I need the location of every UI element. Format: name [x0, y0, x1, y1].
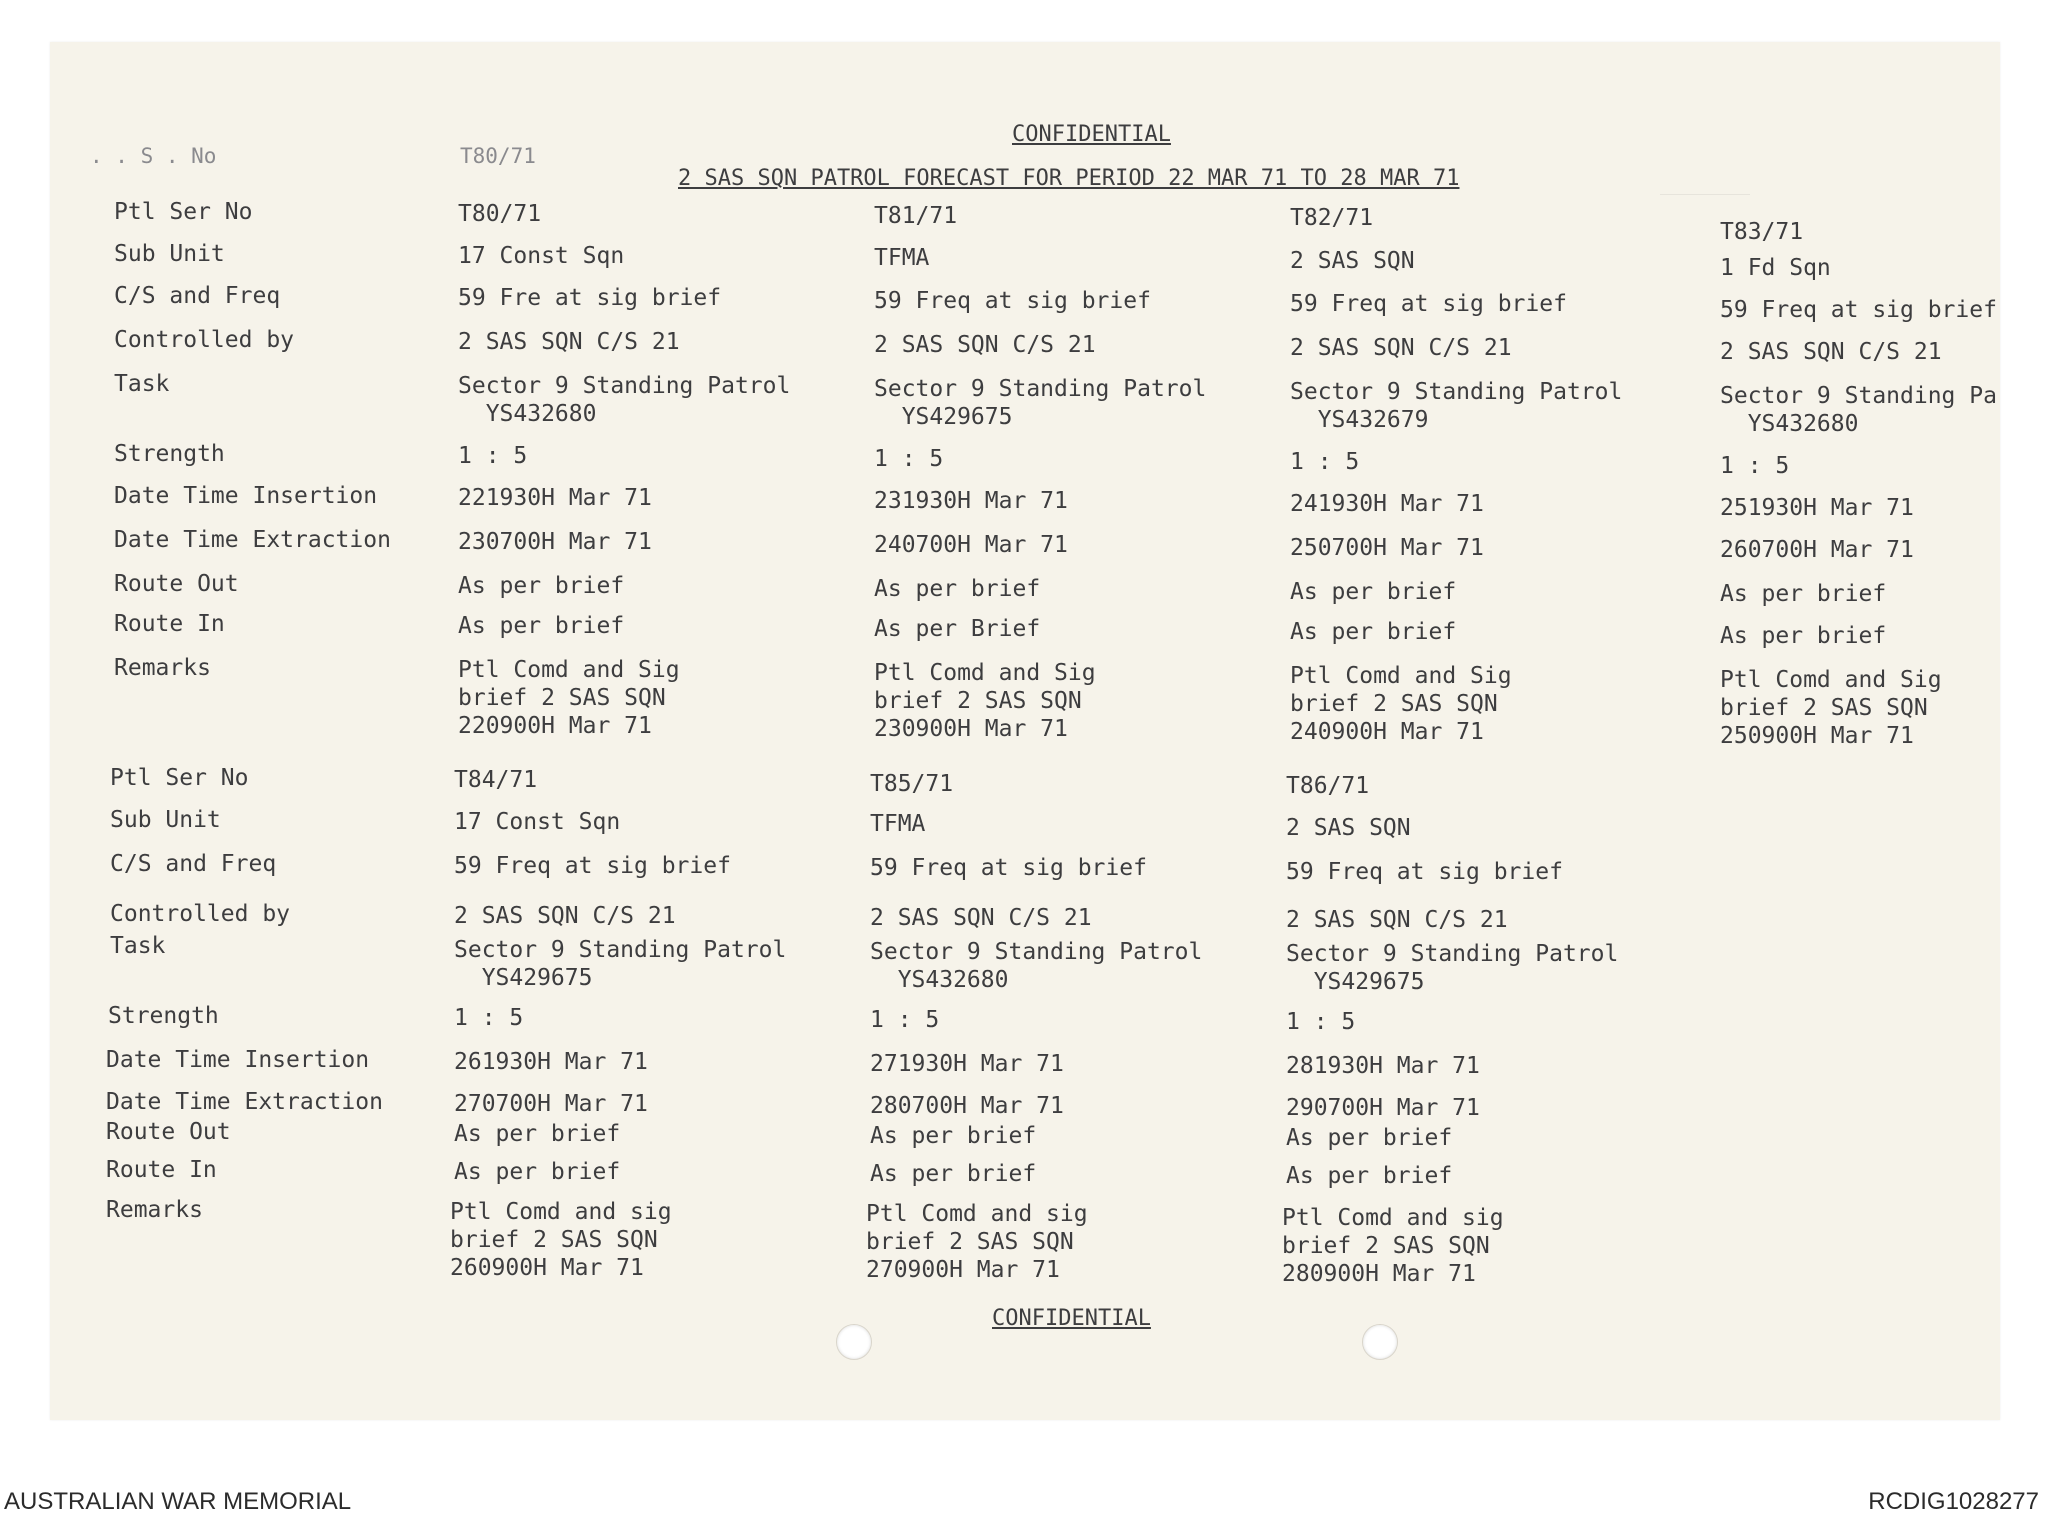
extraction: 260700H Mar 71: [1720, 537, 1914, 563]
task-line-2: YS429675: [874, 404, 1013, 430]
classification-bottom: CONFIDENTIAL: [992, 1306, 1151, 1331]
route-out: As per brief: [458, 573, 625, 599]
label-ptl-ser-no: Ptl Ser No: [110, 765, 249, 791]
insertion: 271930H Mar 71: [870, 1051, 1064, 1077]
remarks-line-2: brief 2 SAS SQN: [450, 1227, 658, 1253]
controlled-by: 2 SAS SQN C/S 21: [1290, 335, 1512, 361]
route-out: As per brief: [1290, 579, 1457, 605]
strength: 1 : 5: [1720, 453, 1790, 479]
strength: 1 : 5: [870, 1007, 940, 1033]
insertion: 231930H Mar 71: [874, 488, 1068, 514]
remarks-line-3: 240900H Mar 71: [1290, 719, 1484, 745]
cs-freq: 59 Freq at sig brief: [1286, 859, 1563, 885]
label-remarks: Remarks: [114, 655, 211, 681]
archive-credit: AUSTRALIAN WAR MEMORIAL: [4, 1488, 352, 1515]
sub-unit: TFMA: [870, 811, 926, 837]
remarks-line-1: Ptl Comd and sig: [1282, 1205, 1504, 1231]
route-out: As per brief: [1286, 1125, 1453, 1151]
remarks-line-3: 230900H Mar 71: [874, 716, 1068, 742]
label-remarks: Remarks: [106, 1197, 203, 1223]
remarks-line-2: brief 2 SAS SQN: [458, 685, 666, 711]
controlled-by: 2 SAS SQN C/S 21: [458, 329, 680, 355]
task-line-2: YS429675: [1286, 969, 1425, 995]
label-ptl-ser-no: Ptl Ser No: [114, 199, 253, 225]
label-cs-freq: C/S and Freq: [114, 283, 281, 309]
controlled-by: 2 SAS SQN C/S 21: [870, 905, 1092, 931]
remarks-line-3: 270900H Mar 71: [866, 1257, 1060, 1283]
strength: 1 : 5: [874, 446, 944, 472]
cs-freq: 59 Freq at sig brief: [454, 853, 731, 879]
task-line-2: YS432679: [1290, 407, 1429, 433]
remarks-line-2: brief 2 SAS SQN: [1290, 691, 1498, 717]
route-in: As per brief: [870, 1161, 1037, 1187]
extraction: 290700H Mar 71: [1286, 1095, 1480, 1121]
cs-freq: 59 Freq at sig brief: [874, 288, 1151, 314]
cs-freq: 59 Freq at sig brief: [870, 855, 1147, 881]
controlled-by: 2 SAS SQN C/S 21: [1720, 339, 1942, 365]
strength: 1 : 5: [458, 443, 528, 469]
task-line-1: Sector 9 Standing Patrol: [1290, 379, 1623, 405]
label-route-in: Route In: [114, 611, 225, 637]
task-line-1: Sector 9 Standing Patrol: [874, 376, 1207, 402]
route-in: As per brief: [1290, 619, 1457, 645]
strength: 1 : 5: [1286, 1009, 1356, 1035]
route-out: As per brief: [874, 576, 1041, 602]
ptl-ser-no: T83/71: [1720, 219, 1804, 245]
sub-unit: 1 Fd Sqn: [1720, 255, 1831, 281]
label-cs-freq: C/S and Freq: [110, 851, 277, 877]
controlled-by: 2 SAS SQN C/S 21: [1286, 907, 1508, 933]
label-controlled-by: Controlled by: [110, 901, 291, 927]
remarks-line-2: brief 2 SAS SQN: [1720, 695, 1928, 721]
label-task: Task: [110, 933, 166, 959]
label-strength: Strength: [114, 441, 225, 467]
sub-unit: 2 SAS SQN: [1286, 815, 1411, 841]
remarks-line-1: Ptl Comd and sig: [866, 1201, 1088, 1227]
task-line-1: Sector 9 Standing Patrol: [870, 939, 1203, 965]
route-in: As per brief: [454, 1159, 621, 1185]
punch-hole: [836, 1324, 872, 1360]
cs-freq: 59 Freq at sig brief: [1290, 291, 1567, 317]
sub-unit: TFMA: [874, 245, 930, 271]
document-title: 2 SAS SQN PATROL FORECAST FOR PERIOD 22 MAR 71 TO 28 MAR 71: [678, 166, 1460, 191]
ptl-ser-no: T85/71: [870, 771, 954, 797]
label-extraction: Date Time Extraction: [106, 1089, 383, 1115]
ptl-ser-no: T82/71: [1290, 205, 1374, 231]
extraction: 230700H Mar 71: [458, 529, 652, 555]
sub-unit: 17 Const Sqn: [454, 809, 621, 835]
remarks-line-3: 260900H Mar 71: [450, 1255, 644, 1281]
remarks-line-2: brief 2 SAS SQN: [866, 1229, 1074, 1255]
document-sheet: [50, 42, 2000, 1420]
remarks-line-3: 220900H Mar 71: [458, 713, 652, 739]
label-extraction: Date Time Extraction: [114, 527, 391, 553]
route-in: As per Brief: [874, 616, 1041, 642]
route-in: As per brief: [458, 613, 625, 639]
insertion: 221930H Mar 71: [458, 485, 652, 511]
remarks-line-1: Ptl Comd and Sig: [458, 657, 680, 683]
remarks-line-3: 250900H Mar 71: [1720, 723, 1914, 749]
label-insertion: Date Time Insertion: [106, 1047, 370, 1073]
remarks-line-2: brief 2 SAS SQN: [1282, 1233, 1490, 1259]
ptl-ser-no: T86/71: [1286, 773, 1370, 799]
remarks-line-1: Ptl Comd and sig: [450, 1199, 672, 1225]
tear-mark: [1660, 194, 1750, 195]
ptl-ser-no: T84/71: [454, 767, 538, 793]
controlled-by: 2 SAS SQN C/S 21: [454, 903, 676, 929]
punch-hole: [1362, 1324, 1398, 1360]
label-insertion: Date Time Insertion: [114, 483, 378, 509]
extraction: 270700H Mar 71: [454, 1091, 648, 1117]
classification-top: CONFIDENTIAL: [1012, 122, 1171, 147]
cs-freq: 59 Freq at sig brief: [1720, 297, 1997, 323]
task-line-2: YS432680: [458, 401, 597, 427]
route-out: As per brief: [454, 1121, 621, 1147]
strength: 1 : 5: [1290, 449, 1360, 475]
sub-unit: 2 SAS SQN: [1290, 248, 1415, 274]
insertion: 241930H Mar 71: [1290, 491, 1484, 517]
label-task: Task: [114, 371, 170, 397]
label-route-out: Route Out: [114, 571, 239, 597]
route-in: As per brief: [1286, 1163, 1453, 1189]
controlled-by: 2 SAS SQN C/S 21: [874, 332, 1096, 358]
extraction: 250700H Mar 71: [1290, 535, 1484, 561]
task-line-1: Sector 9 Standing Patrol: [454, 937, 787, 963]
label-route-in: Route In: [106, 1157, 217, 1183]
ptl-ser-no: T80/71: [458, 201, 542, 227]
sub-unit: 17 Const Sqn: [458, 243, 625, 269]
struck-value: T80/71: [460, 144, 536, 168]
cs-freq: 59 Fre at sig brief: [458, 285, 722, 311]
extraction: 240700H Mar 71: [874, 532, 1068, 558]
route-in: As per brief: [1720, 623, 1887, 649]
strength: 1 : 5: [454, 1005, 524, 1031]
struck-label: . . S . No: [90, 144, 217, 168]
route-out: As per brief: [1720, 581, 1887, 607]
ptl-ser-no: T81/71: [874, 203, 958, 229]
remarks-line-2: brief 2 SAS SQN: [874, 688, 1082, 714]
insertion: 261930H Mar 71: [454, 1049, 648, 1075]
task-line-2: YS429675: [454, 965, 593, 991]
remarks-line-1: Ptl Comd and Sig: [1720, 667, 1942, 693]
task-line-1: Sector 9 Standing Patrol: [1286, 941, 1619, 967]
task-line-2: YS432680: [1720, 411, 1859, 437]
remarks-line-1: Ptl Comd and Sig: [1290, 663, 1512, 689]
insertion: 251930H Mar 71: [1720, 495, 1914, 521]
label-sub-unit: Sub Unit: [114, 241, 225, 267]
extraction: 280700H Mar 71: [870, 1093, 1064, 1119]
task-line-2: YS432680: [870, 967, 1009, 993]
task-line-1: Sector 9 Standing Patrol: [458, 373, 791, 399]
label-strength: Strength: [108, 1003, 219, 1029]
label-route-out: Route Out: [106, 1119, 231, 1145]
task-line-1: Sector 9 Standing Pa: [1720, 383, 1997, 409]
route-out: As per brief: [870, 1123, 1037, 1149]
archive-id: RCDIG1028277: [1868, 1488, 2039, 1515]
remarks-line-3: 280900H Mar 71: [1282, 1261, 1476, 1287]
remarks-line-1: Ptl Comd and Sig: [874, 660, 1096, 686]
label-sub-unit: Sub Unit: [110, 807, 221, 833]
label-controlled-by: Controlled by: [114, 327, 295, 353]
insertion: 281930H Mar 71: [1286, 1053, 1480, 1079]
